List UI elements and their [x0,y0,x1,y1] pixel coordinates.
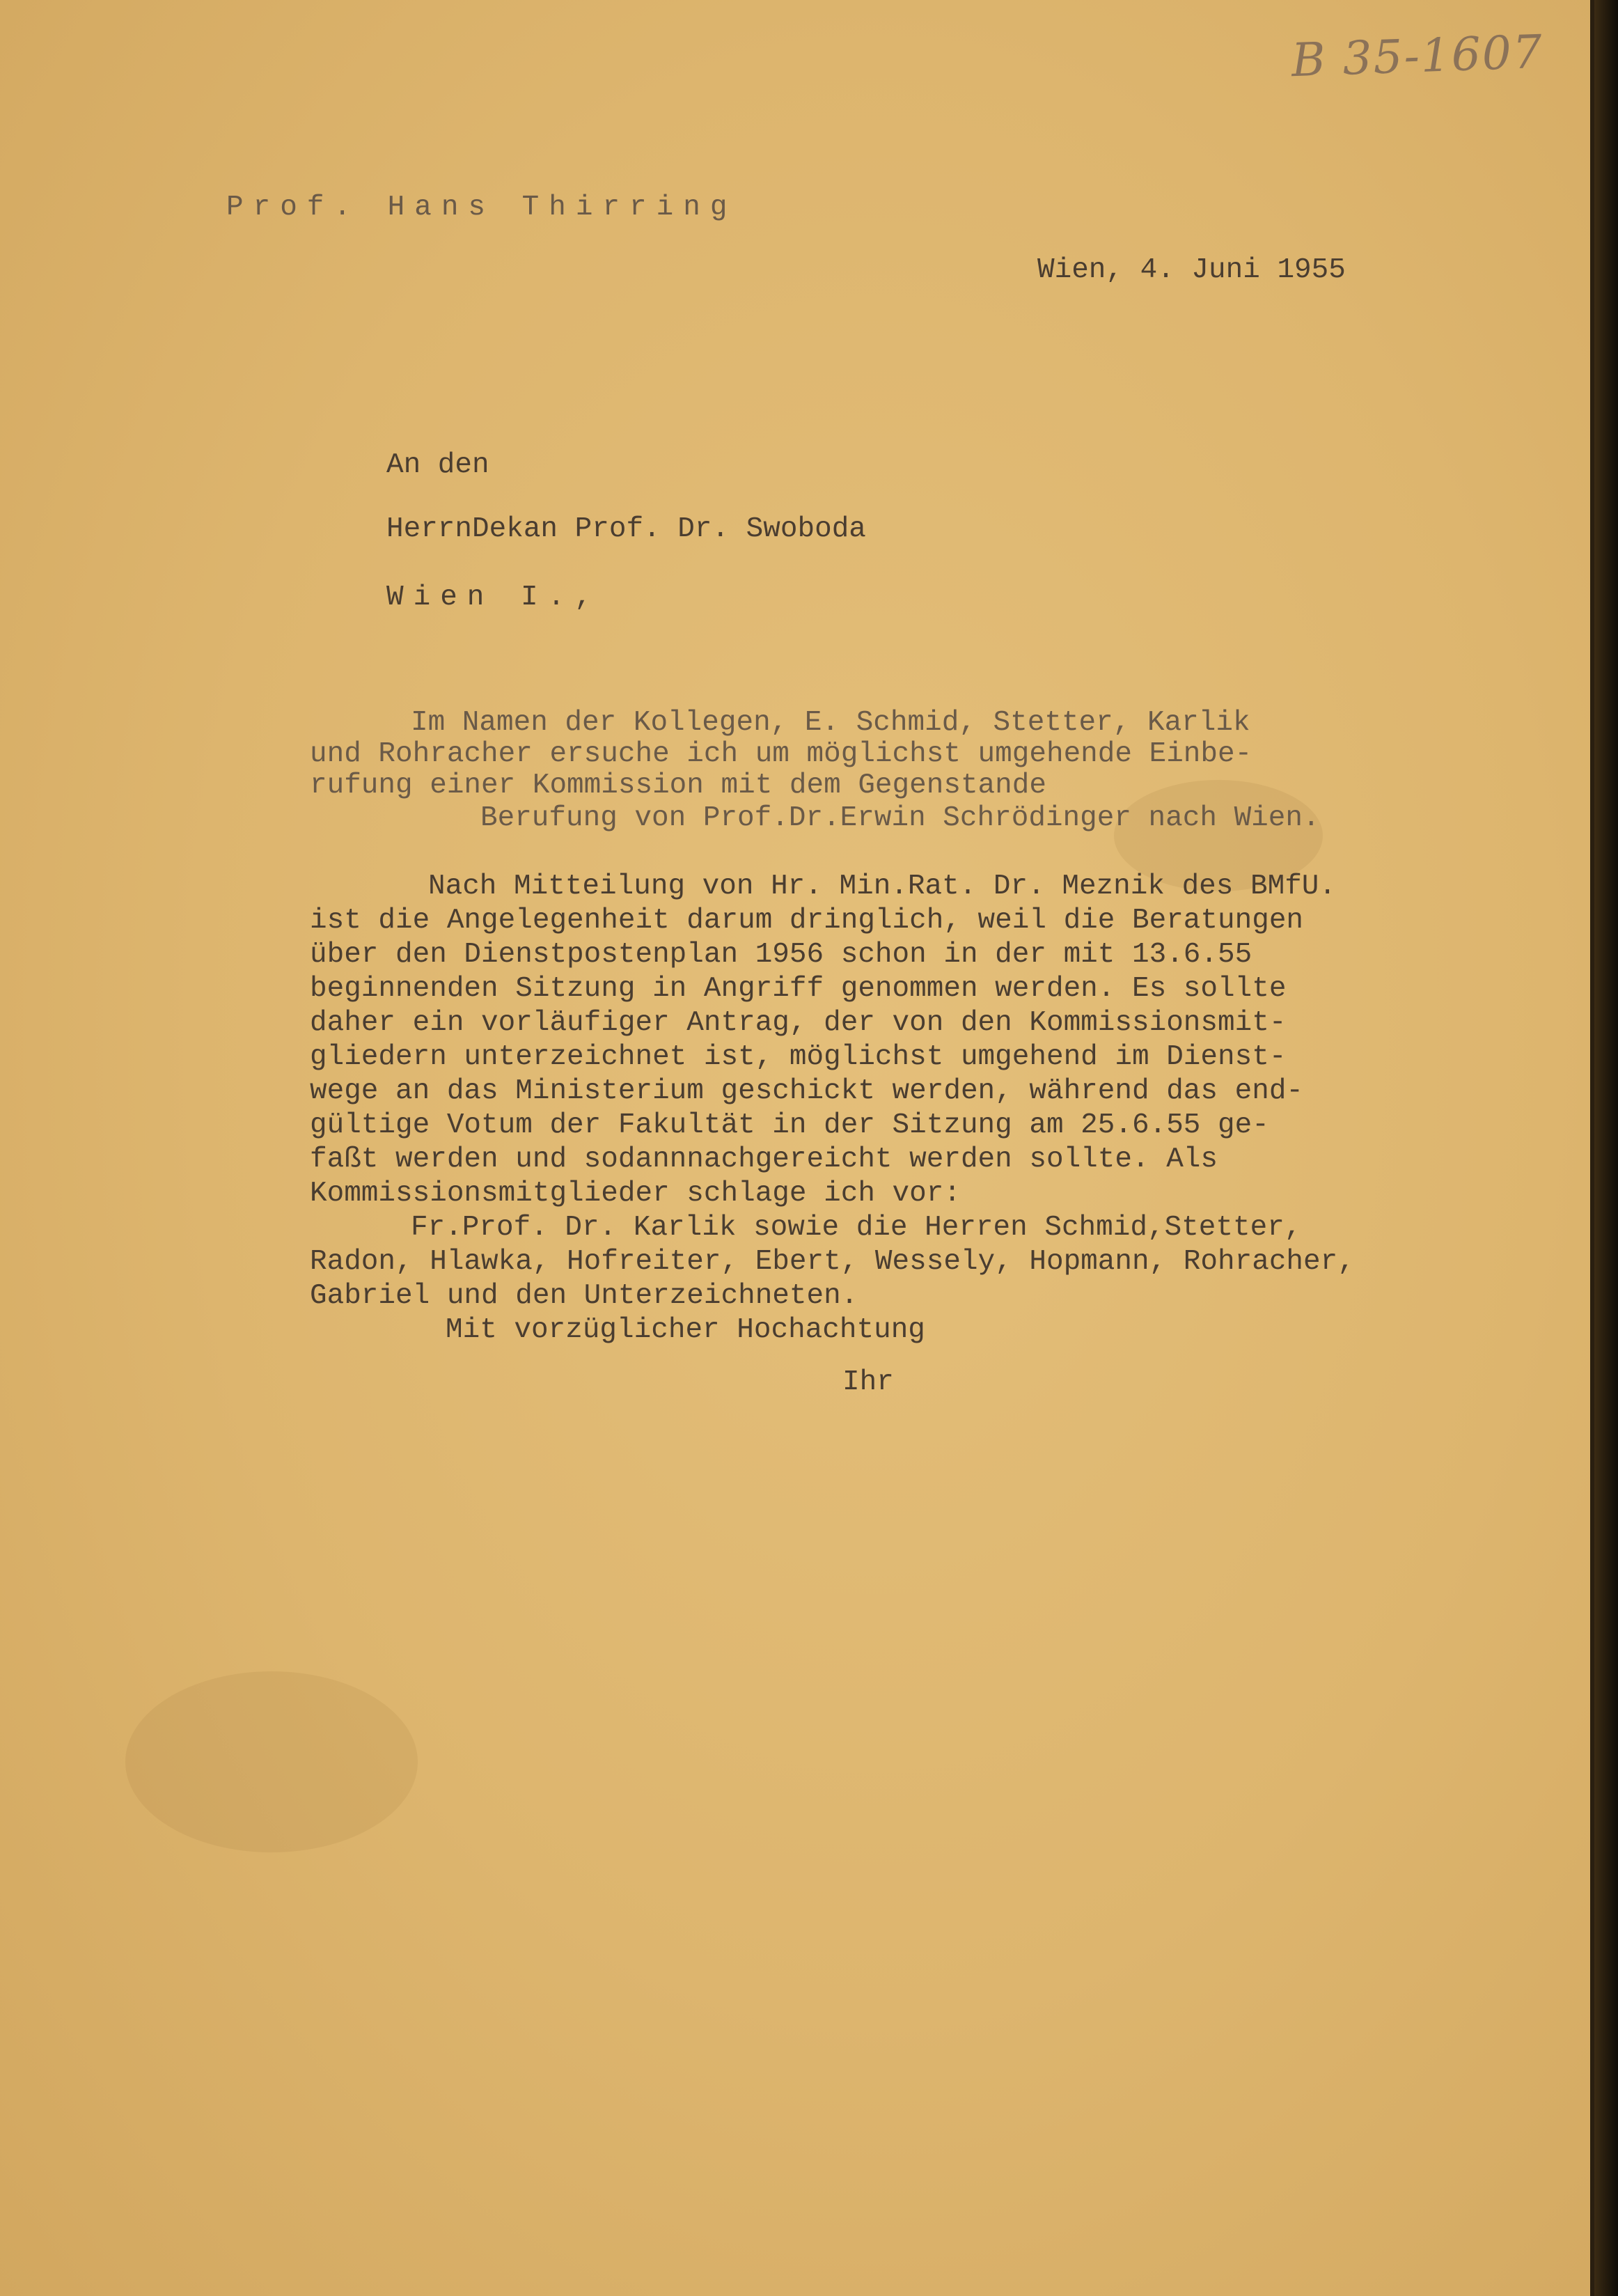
paragraph-2-line: beginnenden Sitzung in Angriff genommen werden. Es sollte [310,973,1287,1005]
paragraph-2-line: Kommissionsmitglieder schlage ich vor: [310,1178,961,1210]
sender-line: Prof. Hans Thirring [226,192,737,224]
paragraph-2-line: ist die Angelegenheit darum dringlich, weil die Beratungen [310,905,1304,937]
paragraph-2-line: Gabriel und den Unterzeichneten. [310,1280,858,1312]
paragraph-2-line: Radon, Hlawka, Hofreiter, Ebert, Wessely, Hopmann, Rohracher, [310,1246,1355,1278]
paragraph-2-line: Nach Mitteilung von Hr. Min.Rat. Dr. Meznik des BMfU. [428,870,1337,903]
paragraph-1-line: Berufung von Prof.Dr.Erwin Schrödinger nach Wien. [480,802,1320,834]
paragraph-2-line: wege an das Ministerium geschickt werden, während das end- [310,1075,1304,1107]
paragraph-1-line: Im Namen der Kollegen, E. Schmid, Stetter, Karlik [411,707,1250,739]
paragraph-2-line: gliedern unterzeichnet ist, möglichst umgehend im Dienst- [310,1041,1287,1073]
closing-line: Mit vorzüglicher Hochachtung [446,1314,925,1346]
recipient-line-1: An den [386,449,489,481]
paragraph-2-line: faßt werden und sodannnachgereicht werden sollte. Als [310,1143,1218,1176]
paragraph-2-line: über den Dienstpostenplan 1956 schon in der mit 13.6.55 [310,939,1252,971]
paragraph-2-line: daher ein vorläufiger Antrag, der von den Kommissionsmit- [310,1007,1287,1039]
signoff: Ihr [842,1366,894,1398]
paper-stain [125,1671,418,1852]
paragraph-1-line: rufung einer Kommission mit dem Gegenstande [310,770,1046,802]
paragraph-2-line: Fr.Prof. Dr. Karlik sowie die Herren Schmid,Stetter, [411,1212,1302,1244]
recipient-line-3: Wien I., [386,581,602,614]
archive-number: B 35-1607 [1290,24,1544,88]
paragraph-2-line: gültige Votum der Fakultät in der Sitzung am 25.6.55 ge- [310,1109,1269,1141]
letter-date: Wien, 4. Juni 1955 [1037,254,1346,286]
scan-edge [1594,0,1618,2296]
paragraph-1-line: und Rohracher ersuche ich um möglichst umgehende Einbe- [310,738,1252,770]
recipient-line-2: HerrnDekan Prof. Dr. Swoboda [386,513,866,545]
